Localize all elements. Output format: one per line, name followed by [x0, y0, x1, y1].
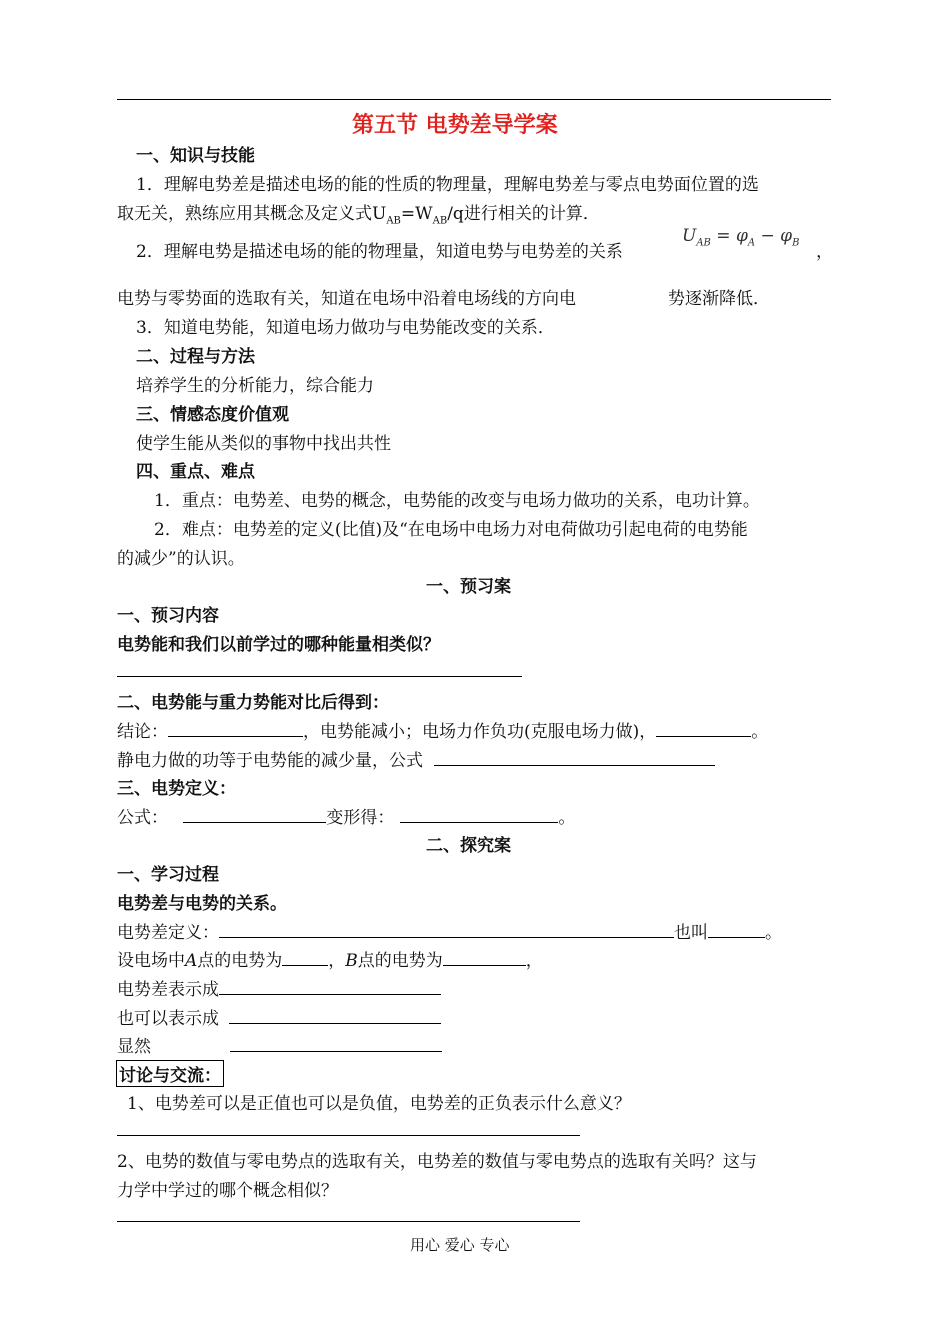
- label: 点的电势为: [357, 951, 443, 971]
- blank-field[interactable]: [219, 922, 674, 938]
- repr-line-2: [117, 1004, 441, 1029]
- section-heading: 三、电势定义：: [117, 779, 236, 799]
- label: 显然: [117, 1037, 151, 1057]
- paragraph-line: 1．重点：电势差、电势的概念，电势能的改变与电场力做功的关系，电功计算。: [154, 491, 760, 511]
- section-heading: 四、重点、难点: [136, 462, 255, 482]
- paragraph-line: 3．知道电势能，知道电场力做功与电势能改变的关系．: [136, 318, 555, 338]
- blank-field[interactable]: [400, 807, 558, 823]
- point-b: B: [345, 951, 358, 971]
- discussion-question: 力学中学过的哪个概念相似？: [117, 1181, 338, 1201]
- blank-field[interactable]: [708, 922, 765, 938]
- label: 也叫: [674, 923, 708, 943]
- section-heading: 三、情感态度价值观: [136, 405, 289, 425]
- question-text: 电势能和我们以前学过的哪种能量相类似？: [117, 635, 440, 655]
- answer-line[interactable]: [117, 676, 522, 677]
- label: 设电场中: [117, 951, 185, 971]
- blank-field[interactable]: [656, 721, 751, 737]
- work-line: [117, 746, 715, 771]
- label: 变形得：: [326, 808, 395, 828]
- paragraph-line: 电势与零势面的选取有关，知道在电场中沿着电场线的方向电: [117, 289, 576, 309]
- label: 静电力做的功等于电势能的减少量，公式: [117, 751, 423, 771]
- section-heading: 一、知识与技能: [136, 146, 255, 166]
- blank-field[interactable]: [282, 950, 328, 966]
- label: ，: [525, 951, 543, 971]
- blank-field[interactable]: [168, 721, 303, 737]
- conclusion-line: [117, 717, 768, 742]
- part-title-preview: 一、预习案: [426, 577, 511, 597]
- section-heading: 二、过程与方法: [136, 347, 255, 367]
- answer-line[interactable]: [117, 1135, 580, 1136]
- paragraph-line: 2．理解电势是描述电场的能的物理量，知道电势与电势差的关系: [136, 242, 623, 262]
- label: 电势差定义：: [117, 923, 219, 943]
- label: 电势差表示成: [117, 980, 219, 1000]
- paragraph-line: 使学生能从类似的事物中找出共性: [136, 434, 391, 454]
- label: ，电势能减小；电场力作负功(克服电场力做)，: [303, 722, 657, 742]
- blank-field[interactable]: [183, 807, 326, 823]
- discussion-question: 2、电势的数值与零电势点的选取有关，电势差的数值与零电势点的选取有关吗？这与: [117, 1152, 757, 1172]
- discussion-question: 1、电势差可以是正值也可以是负值，电势差的正负表示什么意义？: [127, 1094, 631, 1114]
- point-a: A: [185, 951, 198, 971]
- definition-line: [117, 918, 782, 943]
- formula-image: $U_{AB} = \varphi_A - \varphi_B$: [682, 226, 800, 249]
- header-rule: [117, 99, 831, 100]
- repr-line-1: [117, 975, 441, 1000]
- section-heading: 电势差与电势的关系。: [117, 894, 287, 914]
- label: ，: [328, 951, 346, 971]
- label: 。: [765, 923, 782, 943]
- page-footer: 用心 爱心 专心: [410, 1236, 510, 1254]
- paragraph-line: 培养学生的分析能力，综合能力: [136, 376, 374, 396]
- blank-field[interactable]: [229, 1008, 441, 1024]
- label: 。: [558, 808, 576, 828]
- part-title-explore: 二、探究案: [426, 836, 511, 856]
- blank-field[interactable]: [230, 1036, 442, 1052]
- blank-field[interactable]: [219, 979, 441, 995]
- discussion-label: 讨论与交流：: [116, 1060, 224, 1087]
- section-heading: 二、电势能与重力势能对比后得到：: [117, 693, 389, 713]
- page-title: 第五节 电势差导学案: [352, 113, 558, 138]
- label: 点的电势为: [197, 951, 283, 971]
- answer-line[interactable]: [117, 1221, 580, 1222]
- label: 公式：: [117, 808, 168, 828]
- obvious-line: [117, 1032, 442, 1057]
- blank-field[interactable]: [434, 750, 715, 766]
- section-heading: 一、学习过程: [117, 865, 219, 885]
- blank-field[interactable]: [443, 950, 526, 966]
- label: 。: [751, 722, 769, 742]
- formula-line: [117, 803, 575, 828]
- paragraph-line: 1．理解电势差是描述电场的能的性质的物理量，理解电势差与零点电势面位置的选: [136, 175, 759, 195]
- section-heading: 一、预习内容: [117, 606, 219, 626]
- paragraph-line: 2．难点：电势差的定义(比值)及“在电场中电场力对电荷做功引起电荷的电势能: [154, 520, 748, 540]
- paragraph-line: 取无关，熟练应用其概念及定义式$U_{AB}=W_{AB}/q$进行相关的计算．: [117, 204, 600, 227]
- label: 结论：: [117, 722, 168, 742]
- label: 也可以表示成: [117, 1009, 219, 1029]
- potential-line: [117, 946, 543, 971]
- paragraph-line: 的减少”的认识。: [117, 549, 245, 569]
- comma-text: ，: [816, 242, 833, 262]
- paragraph-line: 势逐渐降低．: [668, 289, 770, 309]
